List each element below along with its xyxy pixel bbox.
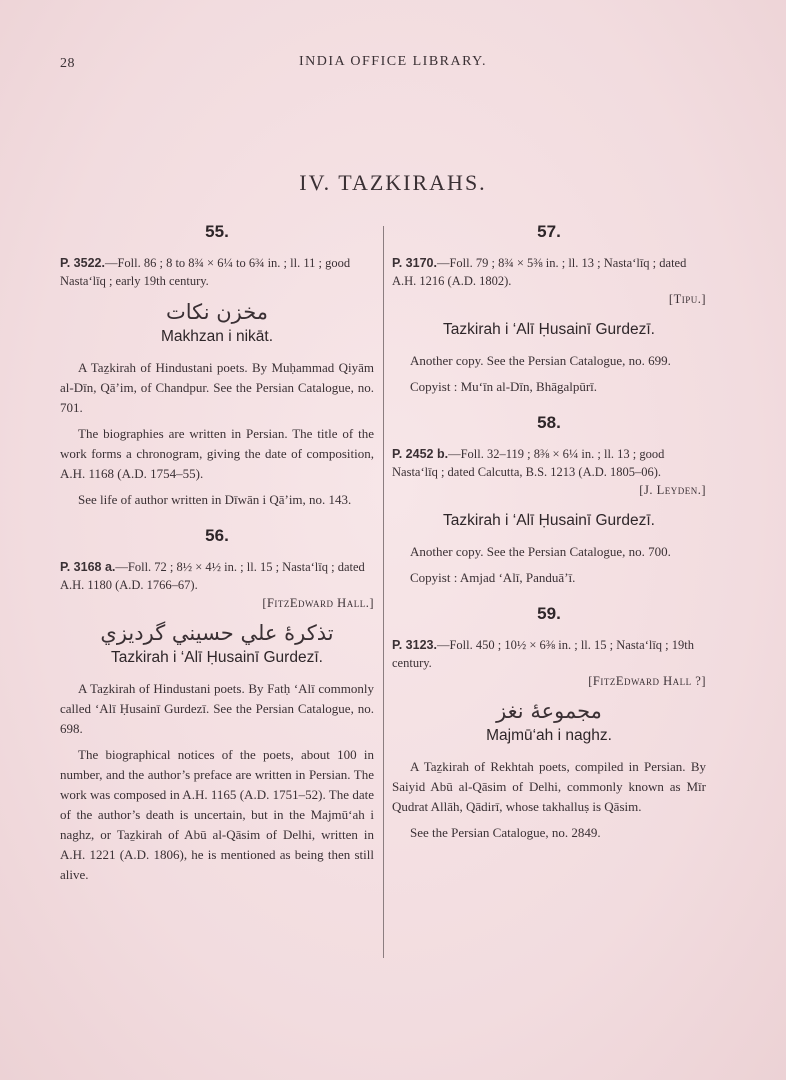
entry-paragraph: A Taẕkirah of Hindustani poets. By Muḥammad Qiyām al-Dīn, Qā’im, of Chandpur. See the Persian Catalogue, no. 701. [60, 360, 374, 415]
entry-reference [392, 254, 706, 290]
entry-reference [60, 254, 374, 290]
entry-paragraph: A Taẕkirah of Hindustani poets. By Fatḥ ‘Alī commonly called ‘Alī Ḥusainī Gurdezī. See the Persian Catalogue, no. 698. [60, 681, 374, 736]
physical-description: —Foll. 79 ; 8¾ × 5⅜ in. ; ll. 13 ; Nasta‘līq ; dated A.H. 1216 (A.D. 1802). [392, 256, 687, 288]
physical-description: —Foll. 86 ; 8 to 8¾ × 6¼ to 6¾ in. ; ll. 11 ; good Nasta‘līq ; early 19th century. [60, 256, 351, 288]
entry-reference [392, 636, 706, 672]
shelfmark: P. 3123. [392, 638, 437, 652]
transliterated-title: Makhzan i nikāt. [161, 328, 273, 345]
page-number: 28 [60, 56, 75, 71]
entry-paragraph: Another copy. See the Persian Catalogue, no. 700. [410, 544, 671, 559]
column-divider [383, 226, 384, 958]
entry-number: 57. [537, 222, 561, 241]
entry-paragraph: See life of author written in Dīwān i Qā’im, no. 143. [78, 492, 352, 507]
provenance: [Tipu.] [668, 292, 706, 306]
entry-reference [392, 445, 706, 481]
entry-number: 55. [205, 222, 229, 241]
entry-paragraph: The biographical notices of the poets, about 100 in number, and the author’s preface are written in Persian. The work was composed in A.H. 1165 (A.D. 1751–52). The date of the author’s death is uncertain, but in the Majmū‘ah i naghz, or Taẕkirah of Abū al-Qāsim of Delhi, written in A.H. 1221 (A.D. 1806), he is mentioned as being then still alive. [60, 747, 374, 882]
entry-paragraph: See the Persian Catalogue, no. 2849. [410, 825, 601, 840]
physical-description: —Foll. 32–119 ; 8⅜ × 6¼ in. ; ll. 13 ; good Nasta‘līq ; dated Calcutta, B.S. 1213 (A.D. 1805–06). [392, 447, 665, 479]
provenance: [J. Leyden.] [639, 483, 706, 497]
entry-number: 58. [537, 413, 561, 432]
running-title: INDIA OFFICE LIBRARY. [299, 54, 487, 69]
entry-56 [60, 526, 374, 885]
right-column [392, 222, 706, 849]
provenance: [FitzEdward Hall.] [262, 596, 374, 610]
physical-description: —Foll. 72 ; 8½ × 4½ in. ; ll. 15 ; Nasta‘līq ; dated A.H. 1180 (A.D. 1766–67). [60, 560, 365, 592]
arabic-title: مجموعۀ نغز [496, 699, 602, 723]
entry-55 [60, 222, 374, 510]
transliterated-title: Tazkirah i ‘Alī Ḥusainī Gurdezī. [443, 512, 655, 529]
entry-paragraph: A Taẕkirah of Rekhtah poets, compiled in Persian. By Saiyid Abū al-Qāsim of Delhi, commonly known as Mīr Qudrat Allāh, Qādirī, whose takhalluṣ is Qāsim. [392, 759, 706, 814]
arabic-title: تذكرۀ علي حسيني گرديزي [100, 621, 334, 645]
shelfmark: P. 3170. [392, 256, 437, 270]
entry-59 [392, 604, 706, 843]
shelfmark: P. 3522. [60, 256, 105, 270]
arabic-title: مخزن نکات [165, 300, 269, 324]
entry-paragraph: The biographies are written in Persian. The title of the work forms a chronogram, giving the date of composition, A.H. 1168 (A.D. 1754–55). [60, 426, 374, 481]
entry-57 [392, 222, 706, 397]
physical-description: —Foll. 450 ; 10½ × 6⅜ in. ; ll. 15 ; Nasta‘līq ; 19th century. [392, 638, 695, 670]
section-title: IV. TAZKIRAHS. [299, 170, 487, 195]
entry-reference [60, 558, 374, 594]
left-column [60, 222, 374, 891]
transliterated-title: Tazkirah i ‘Alī Ḥusainī Gurdezī. [111, 649, 323, 666]
entry-number: 56. [205, 526, 229, 545]
provenance: [FitzEdward Hall ?] [588, 674, 706, 688]
entry-paragraph: Copyist : Amjad ‘Alī, Panduā’ī. [410, 570, 576, 585]
transliterated-title: Tazkirah i ‘Alī Ḥusainī Gurdezī. [443, 321, 655, 338]
entry-paragraph: Another copy. See the Persian Catalogue, no. 699. [410, 353, 671, 368]
shelfmark: P. 2452 b. [392, 447, 449, 461]
entry-58 [392, 413, 706, 588]
shelfmark: P. 3168 a. [60, 560, 116, 574]
transliterated-title: Majmū‘ah i naghz. [486, 727, 612, 744]
entry-number: 59. [537, 604, 561, 623]
entry-paragraph: Copyist : Mu‘īn al-Dīn, Bhāgalpūrī. [410, 379, 598, 394]
